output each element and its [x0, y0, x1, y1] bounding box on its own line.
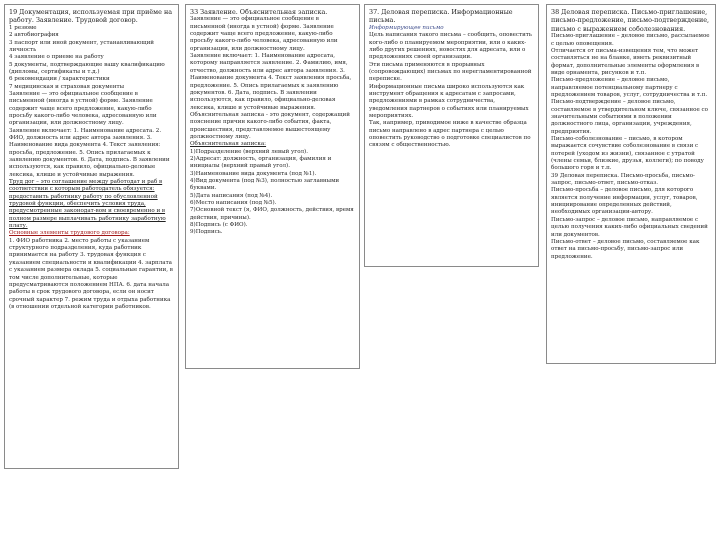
text-line: Письмо-приглашение – деловое письмо, рассылаемое с целью оповещения. — [551, 33, 710, 47]
text-line: 8)Подпись (с ФИО). — [190, 222, 248, 229]
text-line: Письмо-соболезнование – письмо, в котором выражается сочувствие соболезнование в связи с потерей (уходом из жизни), связанное с утратой (члены семьи, близкие, друзья, коллеги); по поводу большого горя и т.п. — [551, 136, 704, 172]
text-line: Информационные письма широко используются как инструмент обращения к адресатам с запросами, предложениями в рамках сотрудничества, уведомления партнеров о событиях или планируемых мероприятиях. — [369, 83, 529, 119]
text-line: 1. ФИО работника 2. место работы с указанием структурного подразделения, куда работник принимается на работу 3. трудовая функция с указанием специальности и квалификации 4. зарплата с указанием размера оклада 5. социальные гарантии, в том числе дополнительные, которые предусматриваются положением НПА. 6. дата начала работы в срок трудового договора, если он носит срочный характер 7. режим труда и отдыха работника (в отношении отдельной категории работников. — [9, 237, 173, 310]
text-line: Цель написания такого письма – сообщить, оповестить кого-либо о планируемом мероприятии, или о каких-либо других решениях, новостях для адресата, или о предложениях своей организации. — [369, 32, 532, 61]
text-line: 7)Основной текст (я, ФИО, должность, действия, время действия, причины). — [190, 207, 354, 221]
section-title: Объяснительная записка: — [190, 141, 267, 148]
text-line: Труд дог – это соглашение между работодат и раб в соответствии с которым работодатель обязуется: предоставить работнику работу по обусловленной трудовой функции, обеспечить условия труда, предусмотренные законодат-вом и своевременно и в полном размере выплачивать работнику заработную плату. — [9, 179, 166, 230]
text-line: Заявление включает: 1. Наименование адресата. 2. ФИО, должность или адрес автора заявления. 3. Наименование вида документа 4. Текст заявления: просьба, предложение. 5. Опись прилагаемых к заявлению документов. 6. Дата, подпись. В заявлении используются, как правило, официально-деловые лексика, клише и устойчивые выражения. — [9, 127, 170, 178]
text-line: Заявление — это официальное сообщение в письменной (иногда в устной) форме. Заявление содержит чаще всего предложение, какую-либо просьбу какого-либо человека, адресованную или организации, или должностному лицу. — [9, 90, 157, 127]
text-line: 1)Подразделение (верхний левый угол). — [190, 148, 308, 155]
text-line: 3)Наименование вида документа (под №1). — [190, 170, 317, 177]
column-4 — [546, 4, 716, 364]
text-line: Эти письма применяются в прорывных (сопровождающих) письмах по нерегламентированной переписке. — [369, 61, 532, 83]
text-line: Письмо-запрос – деловое письмо, направляемое с целью получения каких-либо официальных сведений или документов. — [551, 216, 708, 238]
text-line: Заявление — это официальное сообщение в письменной (иногда в устной) форме. Заявление содержит чаще всего предложение, какую-либо просьбу какого-либо человека, адресованную или организации, или должностному лицу. — [190, 16, 338, 52]
column-3 — [364, 4, 539, 267]
text-line: Письмо-подтверждение – деловое письмо, составляемое в утвердительном ключе, связанное со значительными событиями в положении должностного лица, организации, учреждения, предприятия. — [551, 99, 708, 135]
text-line: 2 автобиография — [9, 32, 59, 39]
column-2 — [185, 4, 360, 369]
text-line: 3 паспорт или иной документ, устанавливающий личность — [9, 39, 154, 53]
column-2-heading: 33 Заявление. Объяснительная записка. — [190, 8, 328, 16]
text-line: 2)Адресат: должность, организация, фамилия и инициалы (верхний правый угол). — [190, 155, 332, 170]
column-1-heading: 19 Документация, используемая при приёме на работу. Заявление. Трудовой договор. — [9, 8, 173, 25]
column-1 — [4, 4, 179, 469]
text-line: Объяснительная записка - это документ, содержащий пояснение причин какого-либо события, факта, происшествия, представляемое вышестоящему должностному лицу. — [190, 111, 350, 140]
text-line: Отличается от письма-извещения тем, что может составляться не на бланке, иметь реквизитный формат, дополнительные элементы оформления в виде орнамента, рисунков и т.п. — [551, 47, 700, 76]
column-4-heading: 38 Деловая переписка. Письмо-приглашение, письмо-предложение, письмо-подтверждение, письмо с выражением соболезнования. — [551, 8, 710, 33]
text-line: Письмо-ответ – деловое письмо, составляемое как ответ на письмо-просьбу, письмо-запрос или предложение. — [551, 238, 700, 260]
text-line: Заявление включает: 1. Наименование адресата, которому направляется заявление. 2. Фамилию, имя, отчество, должность или адрес автора заявления. 3. Наименование документа 4. Текст заявления просьба, предложение. 5. Опись прилагаемых к заявлению документов. 6. Дата, подпись. В заявлении используются, как правило, официально-деловая лексика, клише и устойчивые выражения. — [190, 53, 352, 111]
text-line: Письмо-предложение – деловое письмо, направляемое потенциальному партнеру с предложением товаров, услуг, сотрудничества и т.п. — [551, 77, 708, 98]
section-title: Основные элементы трудового договора: — [9, 230, 130, 237]
section-heading: 39 Деловая переписка. Письмо-просьба, письмо-запрос, письмо-ответ, письмо-отказ. — [551, 172, 695, 187]
text-line: 5 документы, подтверждающие вашу квалификацию (дипломы, сертификаты и т.д.) — [9, 61, 165, 75]
column-3-heading: 37. Деловая переписка. Информационные письма. — [369, 8, 513, 25]
text-line: Письмо-просьба – деловое письмо, для которого является получение информации, услуг, товаров, инициирование определенных действий, необходимых организации-автору. — [551, 187, 698, 216]
text-line: 4 заявление о приеме на работу — [9, 54, 104, 61]
subheading: Информирующее письмо — [369, 24, 444, 31]
text-line: 7 медицинская и страховая документы — [9, 83, 125, 90]
text-line: 1 резюме — [9, 24, 37, 31]
text-line: Так, например, приводимое ниже в качестве образца письмо направлено в адрес партнера с целью оповестить руководство о подготовке специалистов по связям с общественностью. — [369, 120, 531, 149]
text-line: 6 рекомендации / характеристики — [9, 76, 110, 83]
text-line: 6)Место написания (под №5). — [190, 200, 277, 206]
text-line: 5)Дата написания (под №4). — [190, 192, 273, 199]
text-line: 4)Вид документа (под №3), полностью заглавными буквами. — [190, 177, 340, 192]
text-line: 9)Подпись. — [190, 229, 223, 236]
